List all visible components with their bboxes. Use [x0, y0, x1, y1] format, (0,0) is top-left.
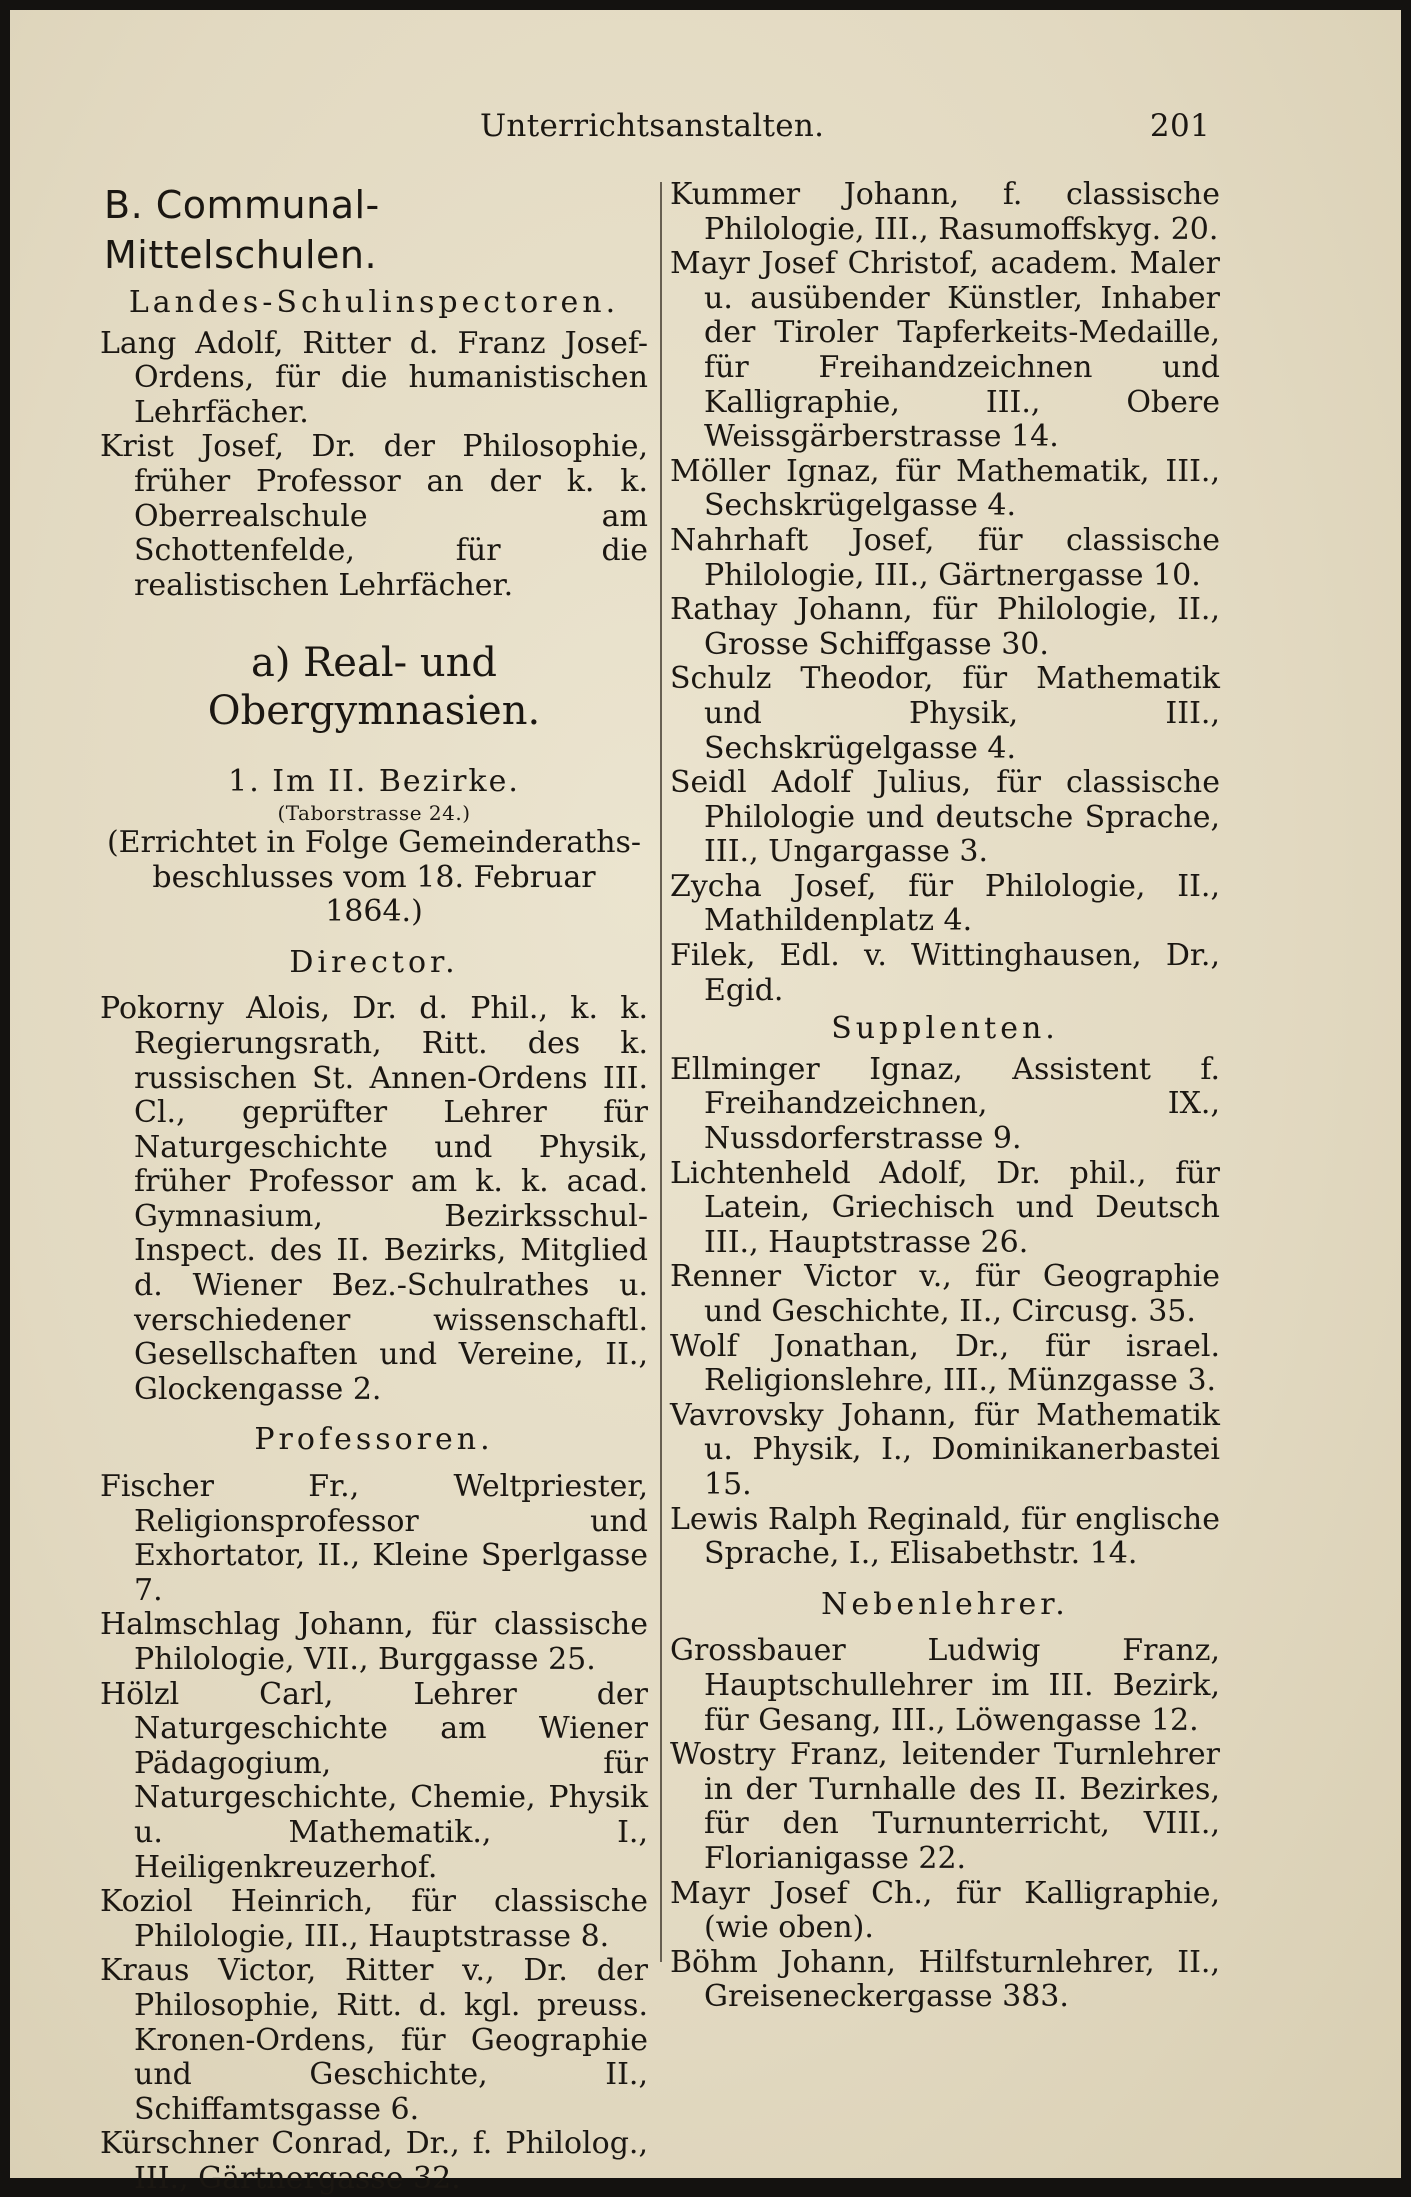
director-entry: Pokorny Alois, Dr. d. Phil., k. k. Regierungsrath, Ritt. des k. russischen St. Annen-Ordens III. Cl., geprüfter Lehrer für Naturgeschichte und Physik, früher Professor am k. k. acad. Gymnasium, Bezirksschul-Inspect. des II. Bezirks, Mitglied d. Wiener Bez.-Schulrathes u. verschiedener wissenschaftl. Gesellschaften und Vereine, II., Glockengasse 2.	[100, 991, 648, 1407]
list-item: Mayr Josef Ch., für Kalligraphie, (wie oben).	[670, 1875, 1220, 1946]
director-heading: Director.	[289, 944, 459, 980]
list-item: Mayr Josef Christof, academ. Maler u. ausübender Künstler, Inhaber der Tiroler Tapferkeits-Medaille, für Freihandzeichnen und Kalligraphie, III., Obere Weissgärberstrasse 14.	[670, 246, 1220, 455]
page-number: 201	[1149, 108, 1210, 144]
right-column	[670, 178, 1220, 2015]
list-item: Filek, Edl. v. Wittinghausen, Dr., Egid.	[670, 938, 1220, 1008]
supplements-heading: Supplenten.	[831, 1011, 1059, 1047]
list-item: Seidl Adolf Julius, für classische Philologie und deutsche Sprache, III., Ungargasse 3.	[670, 765, 1220, 870]
list-item: Wostry Franz, leitender Turnlehrer in der Turnhalle des II. Bezirkes, für den Turnunterricht, VIII., Florianigasse 22.	[670, 1737, 1220, 1876]
list-item: Böhm Johann, Hilfsturnlehrer, II., Greiseneckergasse 383.	[670, 1944, 1220, 2015]
list-item: Schulz Theodor, für Mathematik und Physik, III., Sechskrügelgasse 4.	[670, 661, 1220, 766]
district-heading: 1. Im II. Bezirke.	[228, 764, 520, 800]
list-item: Fischer Fr., Weltpriester, Religionsprofessor und Exhortator, II., Kleine Sperlgasse 7.	[100, 1469, 648, 1608]
district-address: (Taborstrasse 24.)	[277, 800, 471, 825]
header-title: Unterrichtsanstalten.	[480, 108, 825, 144]
list-item: Lang Adolf, Ritter d. Franz Josef-Ordens, für die humanistischen Lehrfächer.	[100, 325, 648, 430]
list-item: Koziol Heinrich, für classische Philologie, III., Hauptstrasse 8.	[100, 1884, 648, 1954]
inspectors-heading: Landes-Schulinspectoren.	[128, 285, 620, 320]
list-item: Kraus Victor, Ritter v., Dr. der Philosophie, Ritt. d. kgl. preuss. Kronen-Ordens, für Geographie und Geschichte, II., Schiffamtsgasse 6.	[100, 1953, 648, 2127]
founding-note: (Errichtet in Folge Gemeinderaths-beschlusses vom 18. Februar 1864.)	[106, 824, 642, 930]
list-item: Grossbauer Ludwig Franz, Hauptschullehrer im III. Bezirk, für Gesang, III., Löwengasse 12.	[670, 1633, 1220, 1738]
list-item: Nahrhaft Josef, für classische Philologie, III., Gärtnergasse 10.	[670, 522, 1220, 593]
list-item: Ellminger Ignaz, Assistent f. Freihandzeichnen, IX., Nussdorferstrasse 9.	[670, 1051, 1220, 1157]
column-divider	[660, 182, 662, 1962]
list-item: Hölzl Carl, Lehrer der Naturgeschichte am Wiener Pädagogium, für Naturgeschichte, Chemie, Physik u. Mathematik., I., Heiligenkreuzerhof.	[100, 1676, 648, 1885]
list-item: Krist Josef, Dr. der Philosophie, früher Professor an der k. k. Oberrealschule am Schottenfelde, für die realistischen Lehrfächer.	[100, 429, 648, 603]
list-item: Möller Ignaz, für Mathematik, III., Sechskrügelgasse 4.	[670, 453, 1220, 524]
subsection-title: a) Real- und Obergymnasien.	[207, 640, 541, 735]
book-page	[10, 10, 1401, 2196]
list-item: Kürschner Conrad, Dr., f. Philolog., III., Gärtnergasse 32.	[100, 2126, 648, 2196]
list-item: Rathay Johann, für Philologie, II., Grosse Schiffgasse 30.	[670, 592, 1220, 662]
secondary-heading: Nebenlehrer.	[821, 1586, 1069, 1622]
list-item: Vavrovsky Johann, für Mathematik u. Physik, I., Dominikanerbastei 15.	[670, 1397, 1220, 1502]
left-column	[100, 178, 648, 2197]
list-item: Kummer Johann, f. classische Philologie, III., Rasumoffskyg. 20.	[670, 177, 1220, 247]
list-item: Halmschlag Johann, für classische Philologie, VII., Burggasse 25.	[100, 1607, 648, 1677]
list-item: Lichtenheld Adolf, Dr. phil., für Latein, Griechisch und Deutsch III., Hauptstrasse 26.	[670, 1155, 1220, 1260]
professors-heading: Professoren.	[254, 1422, 494, 1458]
list-item: Wolf Jonathan, Dr., für israel. Religionslehre, III., Münzgasse 3.	[670, 1328, 1220, 1399]
list-item: Zycha Josef, für Philologie, II., Mathildenplatz 4.	[670, 868, 1220, 939]
list-item: Lewis Ralph Reginald, für englische Sprache, I., Elisabethstr. 14.	[670, 1501, 1220, 1572]
section-title: B. Communal-Mittelschulen.	[104, 183, 380, 277]
list-item: Renner Victor v., für Geographie und Geschichte, II., Circusg. 35.	[670, 1259, 1220, 1329]
